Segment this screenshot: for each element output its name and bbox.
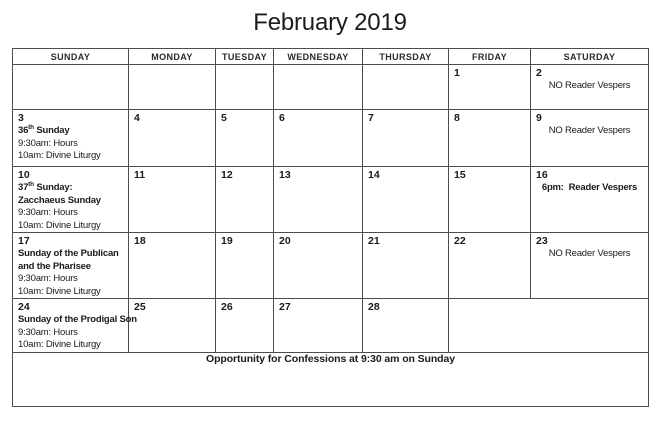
day-cell-9	[531, 110, 649, 167]
day-number: 10	[18, 169, 30, 181]
day-cell-22	[449, 233, 531, 299]
weekday-header-row	[13, 49, 649, 65]
day-number: 14	[368, 169, 380, 181]
day-cell-4	[129, 110, 216, 167]
event-text: Sunday of the Publican	[18, 248, 119, 259]
day-number: 1	[454, 67, 460, 79]
day-number: 23	[536, 235, 548, 247]
day-number: 28	[368, 301, 380, 313]
day-cell-24	[13, 299, 137, 353]
day-cell-20	[274, 233, 363, 299]
day-number: 6	[279, 112, 285, 124]
event-text: 9:30am: Hours	[18, 137, 78, 149]
day-cell-6	[274, 110, 363, 167]
weekday-header-tuesday: TUESDAY	[216, 49, 274, 65]
event-text: 9:30am: Hours	[18, 326, 78, 338]
event-text: 9:30am: Hours	[18, 273, 78, 284]
day-cell-18	[129, 233, 216, 299]
day-number: 2	[536, 67, 542, 79]
day-number: 27	[279, 301, 291, 313]
day-number: 17	[18, 235, 30, 247]
day-cell-empty	[129, 65, 216, 110]
day-cell-17	[13, 233, 129, 299]
event-text: Sunday of the Prodigal Son	[18, 314, 137, 325]
day-number: 24	[18, 301, 30, 313]
day-cell-2	[531, 65, 649, 110]
day-number: 22	[454, 235, 466, 247]
day-number: 5	[221, 112, 227, 124]
day-cell-empty	[363, 65, 449, 110]
day-cell-16	[531, 167, 649, 233]
day-number: 13	[279, 169, 291, 181]
day-cell-5	[216, 110, 274, 167]
day-number: 16	[536, 169, 548, 181]
event-text: 10am: Divine Liturgy	[18, 339, 101, 350]
day-cell-10	[13, 167, 129, 233]
weekday-header-monday: MONDAY	[129, 49, 216, 65]
calendar-table	[12, 48, 649, 407]
day-number: 11	[134, 169, 146, 181]
day-number: 18	[134, 235, 146, 247]
day-number: 9	[536, 112, 542, 124]
weekday-header-thursday: THURSDAY	[363, 49, 449, 65]
day-cell-1	[449, 65, 531, 110]
day-cell-21	[363, 233, 449, 299]
event-text: Zacchaeus Sunday	[18, 194, 101, 206]
event-text: 9:30am: Hours	[18, 207, 78, 218]
day-number: 19	[221, 235, 233, 247]
event-text: 10am: Divine Liturgy	[18, 219, 101, 231]
event-text: 36th Sunday	[18, 123, 70, 136]
event-text: 10am: Divine Liturgy	[18, 285, 101, 297]
day-cell-3	[13, 110, 129, 167]
weekday-header-wednesday: WEDNESDAY	[274, 49, 363, 65]
day-cell-8	[449, 110, 531, 167]
event-text: NO Reader Vespers	[548, 125, 631, 136]
day-cell-empty	[449, 299, 649, 353]
event-text: 6pm: Reader Vespers	[541, 182, 638, 193]
day-number: 21	[368, 235, 380, 247]
day-cell-26	[216, 299, 274, 353]
event-text: and the Pharisee	[18, 260, 91, 272]
day-number: 8	[454, 112, 460, 124]
day-number: 25	[134, 301, 146, 313]
day-number: 15	[454, 169, 466, 181]
day-cell-7	[363, 110, 449, 167]
day-number: 3	[18, 112, 24, 124]
event-text: NO Reader Vespers	[548, 80, 631, 91]
note-row	[13, 352, 649, 406]
calendar-page	[0, 9, 660, 407]
day-cell-12	[216, 167, 274, 233]
day-cell-19	[216, 233, 274, 299]
day-cell-14	[363, 167, 449, 233]
day-cell-empty	[274, 65, 363, 110]
week-row-1	[13, 65, 649, 110]
calendar-title: February 2019	[253, 9, 407, 36]
day-cell-23	[531, 233, 649, 299]
day-number: 7	[368, 112, 374, 124]
event-text: 37th Sunday:	[18, 180, 73, 193]
day-number: 20	[279, 235, 291, 247]
day-cell-11	[129, 167, 216, 233]
day-cell-15	[449, 167, 531, 233]
event-text: 10am: Divine Liturgy	[18, 150, 101, 161]
week-row-2	[13, 110, 649, 167]
day-number: 12	[221, 169, 233, 181]
event-text: NO Reader Vespers	[548, 248, 631, 259]
day-number: 4	[134, 112, 140, 124]
day-cell-25	[129, 299, 216, 353]
week-row-4	[13, 233, 649, 299]
weekday-header-saturday: SATURDAY	[531, 49, 649, 65]
week-row-5	[13, 299, 649, 353]
weekday-header-friday: FRIDAY	[449, 49, 531, 65]
day-cell-empty	[13, 65, 129, 110]
day-number: 26	[221, 301, 233, 313]
week-row-3	[13, 167, 649, 233]
confessions-note: Opportunity for Confessions at 9:30 am on Sunday	[13, 352, 649, 406]
day-cell-27	[274, 299, 363, 353]
day-cell-13	[274, 167, 363, 233]
weekday-header-sunday: SUNDAY	[13, 49, 129, 65]
day-cell-empty	[216, 65, 274, 110]
day-cell-28	[363, 299, 449, 353]
